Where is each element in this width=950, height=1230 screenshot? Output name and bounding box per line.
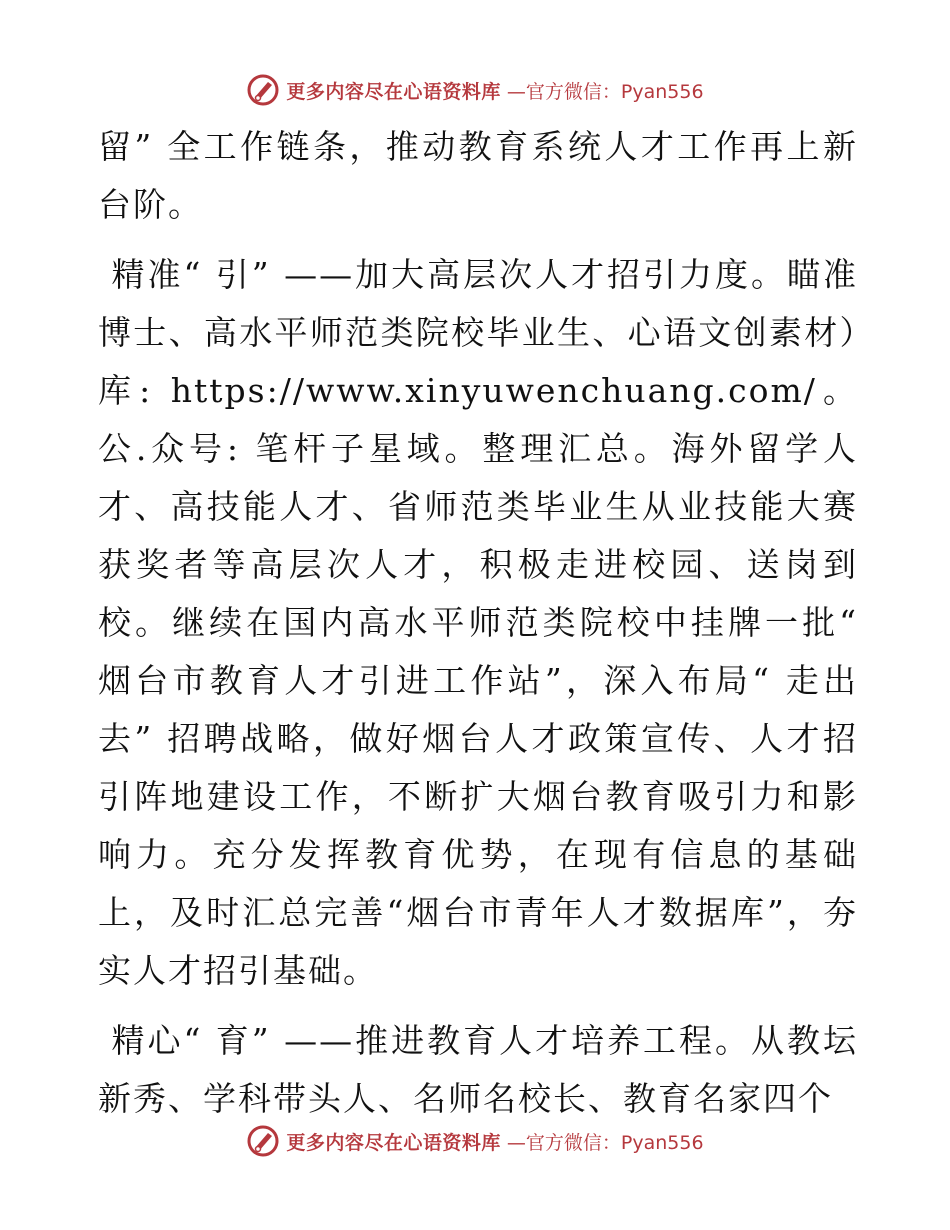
brush-pen-circle-icon (246, 73, 280, 107)
paragraph-3: 精心“ 育” ——推进教育人才培养工程。从教坛新秀、学科带头人、名师名校长、教育名家四个 (98, 1021, 858, 1118)
watermark-wechat: —官方微信：Pyan556 (506, 80, 704, 103)
watermark-text: 更多内容尽在心语资料库 (286, 1131, 501, 1154)
watermark-wechat: —官方微信：Pyan556 (506, 1131, 704, 1154)
footer-watermark (0, 1121, 950, 1161)
paragraph-2: 精准“ 引” ——加大高层次人才招引力度。瞄准博士、高水平师范类院校毕业生、心语文创素材）库: https://www.xinyuwenchuang.com/。公.众号: 笔杆子星域。整理汇总。海外留学人才、高技能人才、省师范类毕业生从业技能大赛获奖者等高层次人才，积极走进校园、送岗到校。继续在国内高水平师范类院校中挂牌一批“ 烟台市教育人才引进工作站”，深入布局“ 走出去” 招聘战略，做好烟台人才政策宣传、人才招引阵地建设工作，不断扩大烟台教育吸引力和影响力。充分发挥教育优势，在现有信息的基础上，及时汇总完善“烟台市青年人才数据库”，夯实人才招引基础。 (98, 255, 871, 990)
brush-pen-circle-icon (246, 1124, 280, 1158)
document-body (98, 118, 871, 1128)
header-watermark (0, 70, 950, 110)
watermark-text: 更多内容尽在心语资料库 (286, 80, 501, 103)
paragraph-1: 留” 全工作链条，推动教育系统人才工作再上新台阶。 (98, 127, 858, 224)
